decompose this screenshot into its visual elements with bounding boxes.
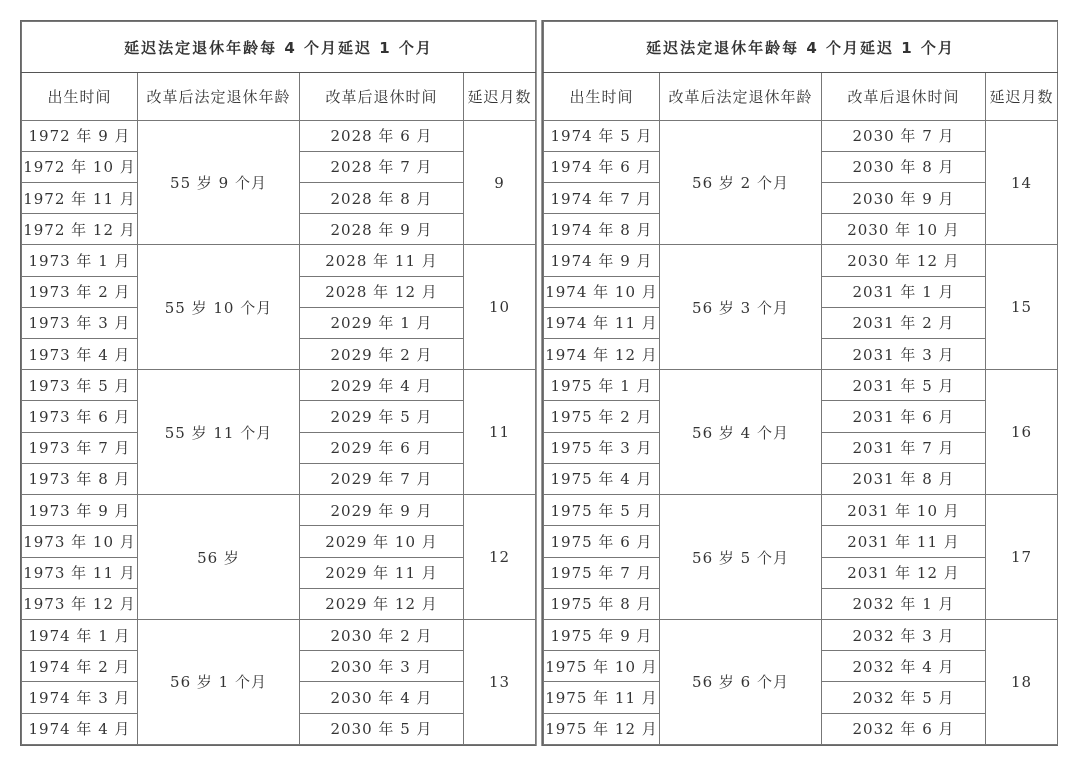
retirement-time-cell: 2032 年 4 月 [822,651,986,682]
birth-time-cell: 1975 年 4 月 [544,463,660,494]
birth-time-cell: 1975 年 6 月 [544,526,660,557]
birth-time-cell: 1973 年 5 月 [22,370,138,401]
birth-time-cell: 1974 年 10 月 [544,276,660,307]
retirement-time-cell: 2029 年 5 月 [300,401,464,432]
birth-time-cell: 1974 年 11 月 [544,307,660,338]
header-delay-months: 延迟月数 [986,73,1058,120]
header-birth-time: 出生时间 [22,73,138,120]
birth-time-cell: 1975 年 11 月 [544,682,660,713]
birth-time-cell: 1974 年 2 月 [22,651,138,682]
table-row [544,619,1058,650]
retirement-time-cell: 2030 年 3 月 [300,651,464,682]
table-title: 延迟法定退休年龄每 4 个月延迟 1 个月 [22,22,536,73]
retirement-age-cell: 56 岁 3 个月 [660,245,822,370]
table-row [22,370,536,401]
retirement-table-left [20,20,536,746]
delay-months-cell: 18 [986,619,1058,744]
table-title: 延迟法定退休年龄每 4 个月延迟 1 个月 [544,22,1058,73]
birth-time-cell: 1972 年 11 月 [22,183,138,214]
birth-time-cell: 1974 年 7 月 [544,183,660,214]
birth-time-cell: 1975 年 7 月 [544,557,660,588]
retirement-time-cell: 2028 年 6 月 [300,120,464,151]
table-row [22,245,536,276]
retirement-time-cell: 2030 年 5 月 [300,713,464,744]
retirement-time-cell: 2031 年 1 月 [822,276,986,307]
retirement-time-cell: 2030 年 2 月 [300,619,464,650]
retirement-age-cell: 56 岁 2 个月 [660,120,822,245]
birth-time-cell: 1975 年 1 月 [544,370,660,401]
birth-time-cell: 1973 年 6 月 [22,401,138,432]
table-header-row [544,73,1058,120]
retirement-time-cell: 2029 年 11 月 [300,557,464,588]
birth-time-cell: 1973 年 11 月 [22,557,138,588]
retirement-time-cell: 2030 年 7 月 [822,120,986,151]
birth-time-cell: 1973 年 7 月 [22,432,138,463]
birth-time-cell: 1972 年 10 月 [22,151,138,182]
birth-time-cell: 1973 年 10 月 [22,526,138,557]
retirement-time-cell: 2029 年 6 月 [300,432,464,463]
retirement-time-cell: 2032 年 1 月 [822,588,986,619]
birth-time-cell: 1974 年 6 月 [544,151,660,182]
delay-months-cell: 13 [464,619,536,744]
retirement-time-cell: 2031 年 11 月 [822,526,986,557]
retirement-time-cell: 2031 年 10 月 [822,495,986,526]
retirement-table-right [542,20,1058,746]
header-delay-months: 延迟月数 [464,73,536,120]
birth-time-cell: 1975 年 3 月 [544,432,660,463]
delay-months-cell: 14 [986,120,1058,245]
birth-time-cell: 1974 年 12 月 [544,339,660,370]
retirement-time-cell: 2031 年 3 月 [822,339,986,370]
retirement-table [543,21,1058,745]
retirement-time-cell: 2029 年 10 月 [300,526,464,557]
header-legal-retirement-age: 改革后法定退休年龄 [138,73,300,120]
retirement-time-cell: 2031 年 8 月 [822,463,986,494]
birth-time-cell: 1972 年 12 月 [22,214,138,245]
birth-time-cell: 1975 年 12 月 [544,713,660,744]
delay-months-cell: 11 [464,370,536,495]
retirement-age-cell: 55 岁 10 个月 [138,245,300,370]
birth-time-cell: 1974 年 4 月 [22,713,138,744]
retirement-age-cell: 55 岁 11 个月 [138,370,300,495]
retirement-time-cell: 2031 年 5 月 [822,370,986,401]
header-birth-time: 出生时间 [544,73,660,120]
birth-time-cell: 1975 年 2 月 [544,401,660,432]
retirement-age-cell: 56 岁 5 个月 [660,495,822,620]
header-retirement-time: 改革后退休时间 [300,73,464,120]
birth-time-cell: 1973 年 1 月 [22,245,138,276]
table-row [22,495,536,526]
retirement-time-cell: 2032 年 5 月 [822,682,986,713]
header-retirement-time: 改革后退休时间 [822,73,986,120]
retirement-time-cell: 2031 年 2 月 [822,307,986,338]
birth-time-cell: 1973 年 3 月 [22,307,138,338]
table-title-row [22,22,536,73]
birth-time-cell: 1974 年 3 月 [22,682,138,713]
birth-time-cell: 1973 年 12 月 [22,588,138,619]
retirement-time-cell: 2029 年 2 月 [300,339,464,370]
birth-time-cell: 1972 年 9 月 [22,120,138,151]
birth-time-cell: 1973 年 9 月 [22,495,138,526]
birth-time-cell: 1974 年 9 月 [544,245,660,276]
retirement-age-cell: 56 岁 1 个月 [138,619,300,744]
birth-time-cell: 1974 年 8 月 [544,214,660,245]
retirement-time-cell: 2031 年 7 月 [822,432,986,463]
retirement-time-cell: 2028 年 7 月 [300,151,464,182]
birth-time-cell: 1974 年 1 月 [22,619,138,650]
header-legal-retirement-age: 改革后法定退休年龄 [660,73,822,120]
retirement-time-cell: 2031 年 12 月 [822,557,986,588]
birth-time-cell: 1975 年 8 月 [544,588,660,619]
birth-time-cell: 1975 年 9 月 [544,619,660,650]
table-row [544,120,1058,151]
retirement-table [21,21,536,745]
retirement-time-cell: 2029 年 1 月 [300,307,464,338]
birth-time-cell: 1973 年 4 月 [22,339,138,370]
birth-time-cell: 1973 年 8 月 [22,463,138,494]
table-row [22,120,536,151]
retirement-time-cell: 2032 年 3 月 [822,619,986,650]
table-row [544,245,1058,276]
retirement-time-cell: 2029 年 12 月 [300,588,464,619]
retirement-time-cell: 2028 年 11 月 [300,245,464,276]
birth-time-cell: 1975 年 5 月 [544,495,660,526]
retirement-time-cell: 2028 年 9 月 [300,214,464,245]
retirement-time-cell: 2030 年 4 月 [300,682,464,713]
retirement-time-cell: 2030 年 8 月 [822,151,986,182]
delay-months-cell: 15 [986,245,1058,370]
retirement-time-cell: 2030 年 10 月 [822,214,986,245]
retirement-time-cell: 2031 年 6 月 [822,401,986,432]
retirement-age-cell: 56 岁 4 个月 [660,370,822,495]
retirement-time-cell: 2029 年 7 月 [300,463,464,494]
retirement-time-cell: 2029 年 4 月 [300,370,464,401]
delay-months-cell: 16 [986,370,1058,495]
retirement-delay-document [20,20,1062,748]
birth-time-cell: 1975 年 10 月 [544,651,660,682]
delay-months-cell: 9 [464,120,536,245]
delay-months-cell: 12 [464,495,536,620]
retirement-time-cell: 2028 年 8 月 [300,183,464,214]
retirement-time-cell: 2030 年 12 月 [822,245,986,276]
table-title-row [544,22,1058,73]
retirement-age-cell: 55 岁 9 个月 [138,120,300,245]
retirement-time-cell: 2032 年 6 月 [822,713,986,744]
retirement-time-cell: 2029 年 9 月 [300,495,464,526]
delay-months-cell: 17 [986,495,1058,620]
birth-time-cell: 1974 年 5 月 [544,120,660,151]
table-header-row [22,73,536,120]
table-row [22,619,536,650]
retirement-time-cell: 2028 年 12 月 [300,276,464,307]
retirement-age-cell: 56 岁 [138,495,300,620]
retirement-time-cell: 2030 年 9 月 [822,183,986,214]
table-row [544,495,1058,526]
delay-months-cell: 10 [464,245,536,370]
retirement-age-cell: 56 岁 6 个月 [660,619,822,744]
table-row [544,370,1058,401]
birth-time-cell: 1973 年 2 月 [22,276,138,307]
